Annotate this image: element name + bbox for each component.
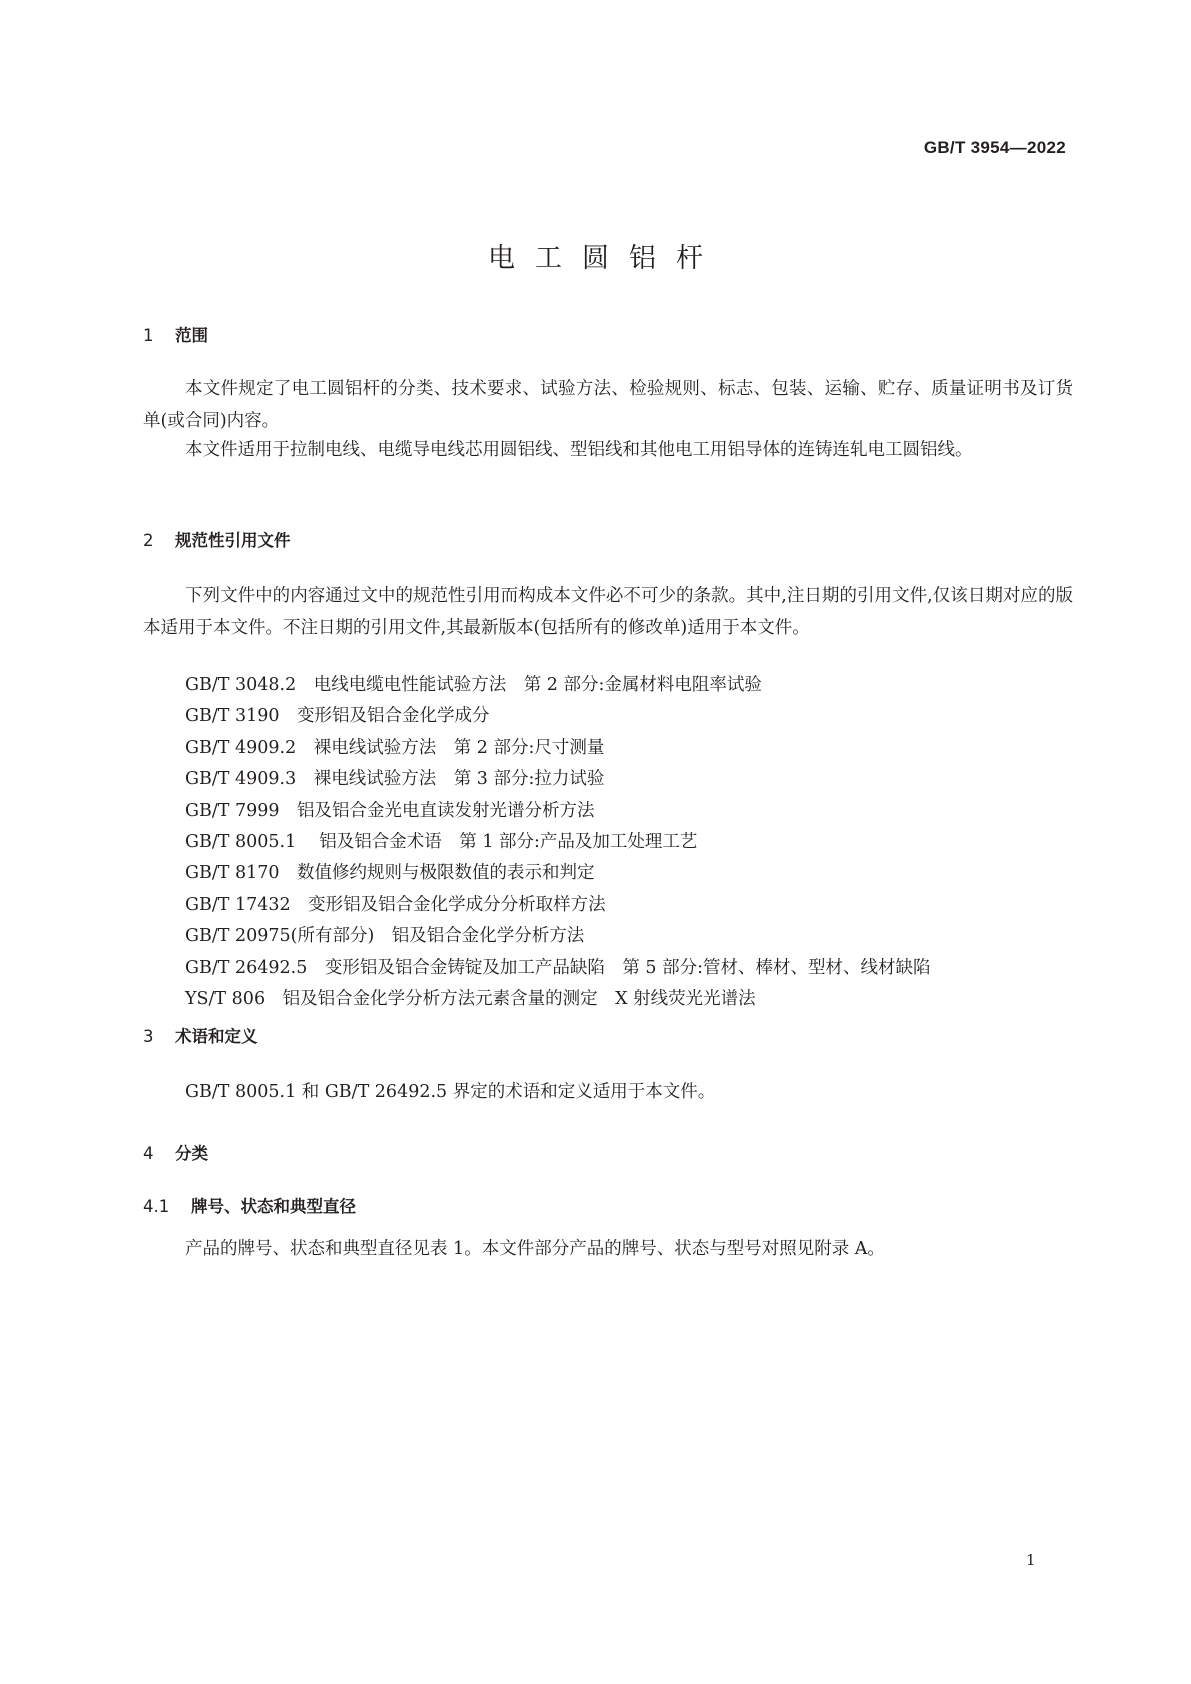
section-1-title: 范围	[175, 326, 208, 345]
standard-code: GB/T 3954—2022	[923, 138, 1066, 157]
section-4-1-number: 4.1	[143, 1197, 170, 1216]
section-4-1-title: 牌号、状态和典型直径	[191, 1197, 356, 1216]
reference-item: GB/T 20975(所有部分) 铝及铝合金化学分析方法	[185, 926, 585, 947]
classification-paragraph: 产品的牌号、状态和典型直径见表 1。本文件部分产品的牌号、状态与型号对照见附录 A。	[185, 1239, 885, 1259]
section-4-1-heading	[143, 1193, 356, 1217]
section-3-number: 3	[143, 1027, 154, 1046]
section-2-number: 2	[143, 531, 154, 550]
section-1-number: 1	[143, 326, 154, 345]
reference-item: GB/T 8170 数值修约规则与极限数值的表示和判定	[185, 863, 595, 884]
reference-item: YS/T 806 铝及铝合金化学分析方法元素含量的测定 X 射线荧光光谱法	[185, 988, 756, 1009]
terms-paragraph: GB/T 8005.1 和 GB/T 26492.5 界定的术语和定义适用于本文件。	[185, 1082, 716, 1102]
reference-item: GB/T 7999 铝及铝合金光电直读发射光谱分析方法	[185, 800, 595, 821]
reference-list	[185, 670, 931, 1015]
section-1-heading	[143, 322, 208, 346]
reference-item: GB/T 4909.3 裸电线试验方法 第 3 部分:拉力试验	[185, 769, 605, 790]
page-number: 1	[1026, 1551, 1036, 1569]
document-title: 电工圆铝杆	[488, 243, 723, 274]
section-2-title: 规范性引用文件	[175, 531, 291, 550]
reference-item: GB/T 26492.5 变形铝及铝合金铸锭及加工产品缺陷 第 5 部分:管材、棒材、型材、线材缺陷	[185, 957, 931, 978]
section-2-heading	[143, 527, 291, 551]
section-3-title: 术语和定义	[175, 1027, 258, 1046]
section-4-heading	[143, 1140, 208, 1164]
reference-item: GB/T 4909.2 裸电线试验方法 第 2 部分:尺寸测量	[185, 737, 605, 758]
section-4-number: 4	[143, 1144, 154, 1163]
scope-paragraph-2: 本文件适用于拉制电线、电缆导电线芯用圆铝线、型铝线和其他电工用铝导体的连铸连轧电工圆铝线。	[185, 440, 973, 460]
reference-item: GB/T 8005.1 铝及铝合金术语 第 1 部分:产品及加工处理工艺	[185, 831, 698, 852]
scope-paragraph-1: 本文件规定了电工圆铝杆的分类、技术要求、试验方法、检验规则、标志、包装、运输、贮存、质量证明书及订货单(或合同)内容。	[143, 379, 1073, 431]
section-3-heading	[143, 1023, 258, 1047]
reference-item: GB/T 17432 变形铝及铝合金化学成分分析取样方法	[185, 894, 606, 915]
reference-item: GB/T 3190 变形铝及铝合金化学成分	[185, 706, 490, 727]
references-intro: 下列文件中的内容通过文中的规范性引用而构成本文件必不可少的条款。其中,注日期的引用文件,仅该日期对应的版本适用于本文件。不注日期的引用文件,其最新版本(包括所有的修改单)适用于本文件。	[143, 586, 1073, 638]
section-4-title: 分类	[175, 1144, 208, 1163]
reference-item: GB/T 3048.2 电线电缆电性能试验方法 第 2 部分:金属材料电阻率试验	[185, 675, 762, 695]
